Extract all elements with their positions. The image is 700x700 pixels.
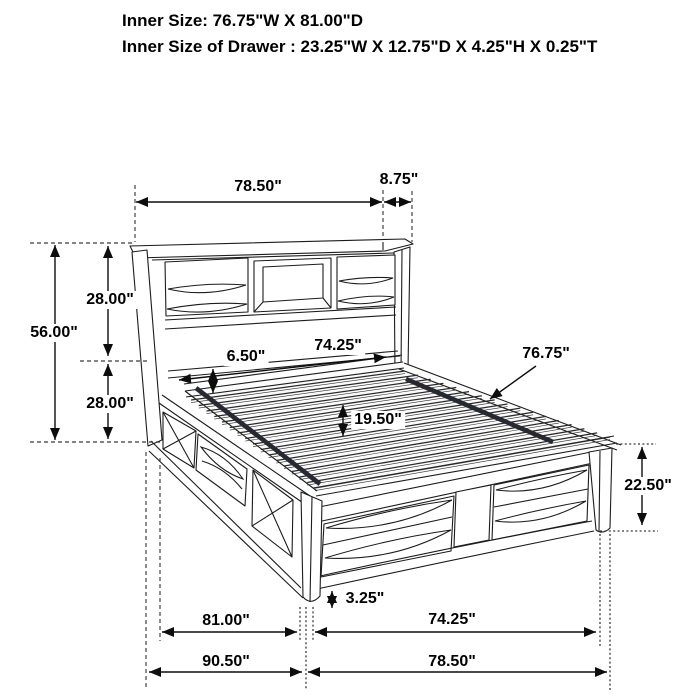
dim-label-headboard-depth: 8.75" [377, 171, 422, 189]
dim-label-inner-depth: 76.75" [519, 345, 573, 363]
drawer-size-line: Inner Size of Drawer : 23.25"W X 12.75"D X 4.25"H X 0.25"T [122, 37, 598, 56]
dim-label-headboard-width: 78.50" [231, 178, 285, 196]
leader-inner-depth [490, 366, 536, 399]
dim-label-overall-depth: 90.50" [199, 653, 253, 671]
dim-label-overall-width: 78.50" [425, 653, 479, 671]
dim-label-slat-length: 19.50" [351, 411, 405, 429]
dim-label-footboard-height: 22.50" [621, 477, 675, 495]
footboard-center-stile [454, 485, 491, 547]
dim-label-inner-width: 74.25" [311, 337, 365, 355]
dim-label-leg-height: 3.25" [343, 590, 388, 608]
dim-label-lower-height: 28.00" [83, 395, 137, 413]
headboard-left-post [132, 250, 162, 446]
dim-label-total-height: 56.00" [27, 324, 81, 342]
dim-label-upper-height: 28.00" [83, 291, 137, 309]
dim-label-deck-inset: 6.50" [224, 348, 269, 366]
inner-size-line: Inner Size: 76.75"W X 81.00"D [122, 11, 363, 30]
dim-label-footboard-inner-width: 74.25" [425, 611, 479, 629]
dim-label-frame-depth: 81.00" [199, 612, 253, 630]
front-right-leg [589, 448, 612, 532]
